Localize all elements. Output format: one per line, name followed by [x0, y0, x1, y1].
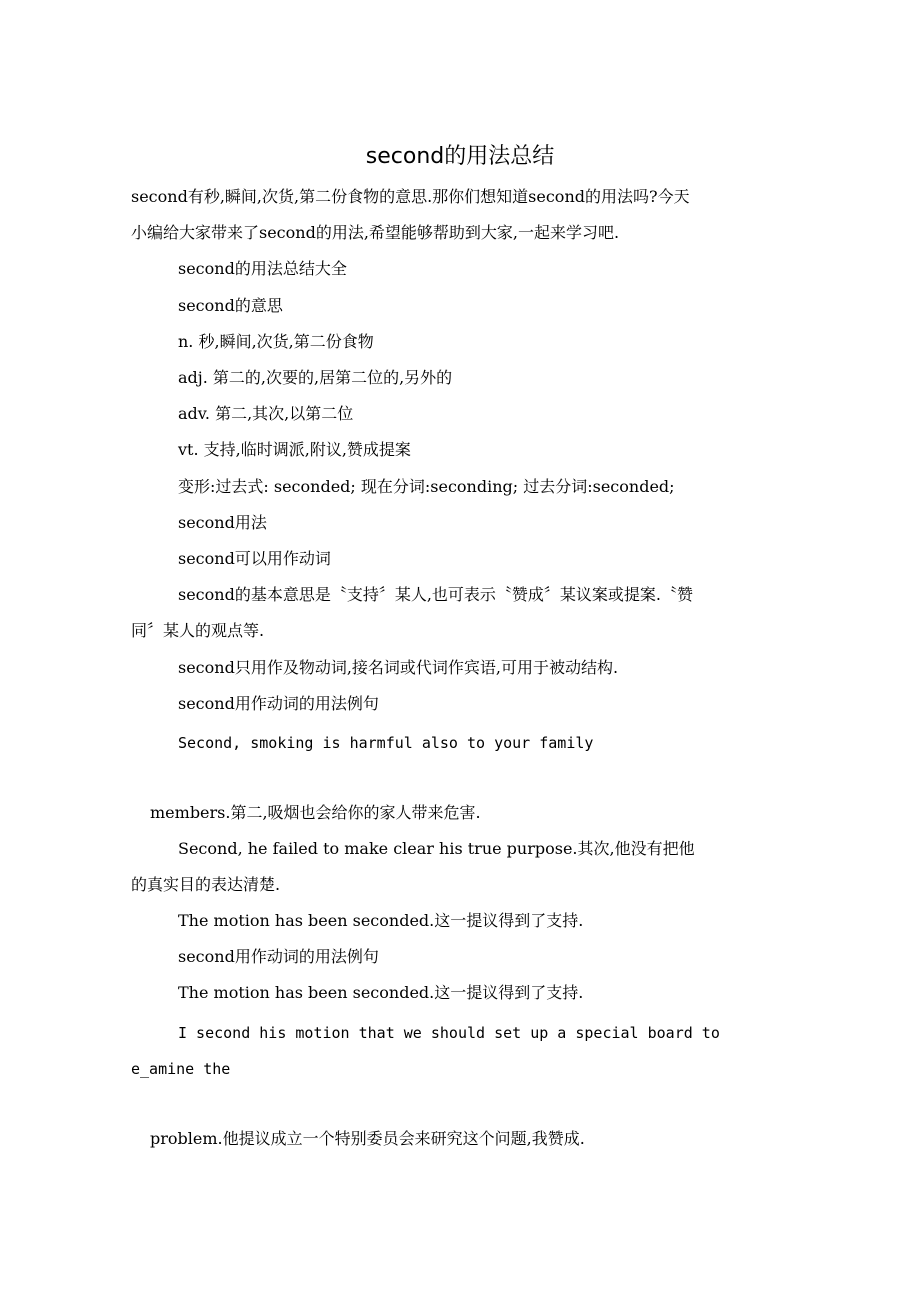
paragraph-line: second的基本意思是〝支持〞某人,也可表示〝赞成〞某议案或提案.〝赞 — [178, 585, 693, 604]
section-heading: second可以用作动词 — [178, 549, 331, 568]
section-heading: second用法 — [178, 513, 267, 532]
paragraph-line: 同〞某人的观点等. — [131, 621, 265, 640]
example-sentence: I second his motion that we should set up a special board to — [178, 1024, 720, 1042]
page-title: second的用法总结 — [365, 144, 555, 169]
definition-line: vt. 支持,临时调派,附议,赞成提案 — [178, 440, 411, 459]
section-heading: second的意思 — [178, 296, 283, 315]
example-sentence: members.第二,吸烟也会给你的家人带来危害. — [150, 803, 481, 822]
definition-line: adv. 第二,其次,以第二位 — [178, 404, 354, 423]
paragraph-line: second只用作及物动词,接名词或代词作宾语,可用于被动结构. — [178, 658, 619, 677]
inflection-line: 变形:过去式: seconded; 现在分词:seconding; 过去分词:seconded; — [178, 477, 675, 496]
example-sentence: The motion has been seconded.这一提议得到了支持. — [178, 911, 584, 930]
section-heading: second用作动词的用法例句 — [178, 694, 379, 713]
definition-line: n. 秒,瞬间,次货,第二份食物 — [178, 332, 374, 351]
definition-line: adj. 第二的,次要的,居第二位的,另外的 — [178, 368, 453, 387]
section-heading: second的用法总结大全 — [178, 259, 347, 278]
example-sentence: 的真实目的表达清楚. — [131, 875, 281, 894]
example-sentence: Second, smoking is harmful also to your family — [178, 734, 594, 752]
example-sentence: e_amine the — [131, 1060, 231, 1078]
paragraph-line: second有秒,瞬间,次货,第二份食物的意思.那你们想知道second的用法吗?今天 — [131, 187, 690, 206]
example-sentence: problem.他提议成立一个特别委员会来研究这个问题,我赞成. — [150, 1129, 585, 1148]
paragraph-line: 小编给大家带来了second的用法,希望能够帮助到大家,一起来学习吧. — [131, 223, 620, 242]
example-sentence: The motion has been seconded.这一提议得到了支持. — [178, 983, 584, 1002]
section-heading: second用作动词的用法例句 — [178, 947, 379, 966]
example-sentence: Second, he failed to make clear his true purpose.其次,他没有把他 — [178, 839, 695, 858]
